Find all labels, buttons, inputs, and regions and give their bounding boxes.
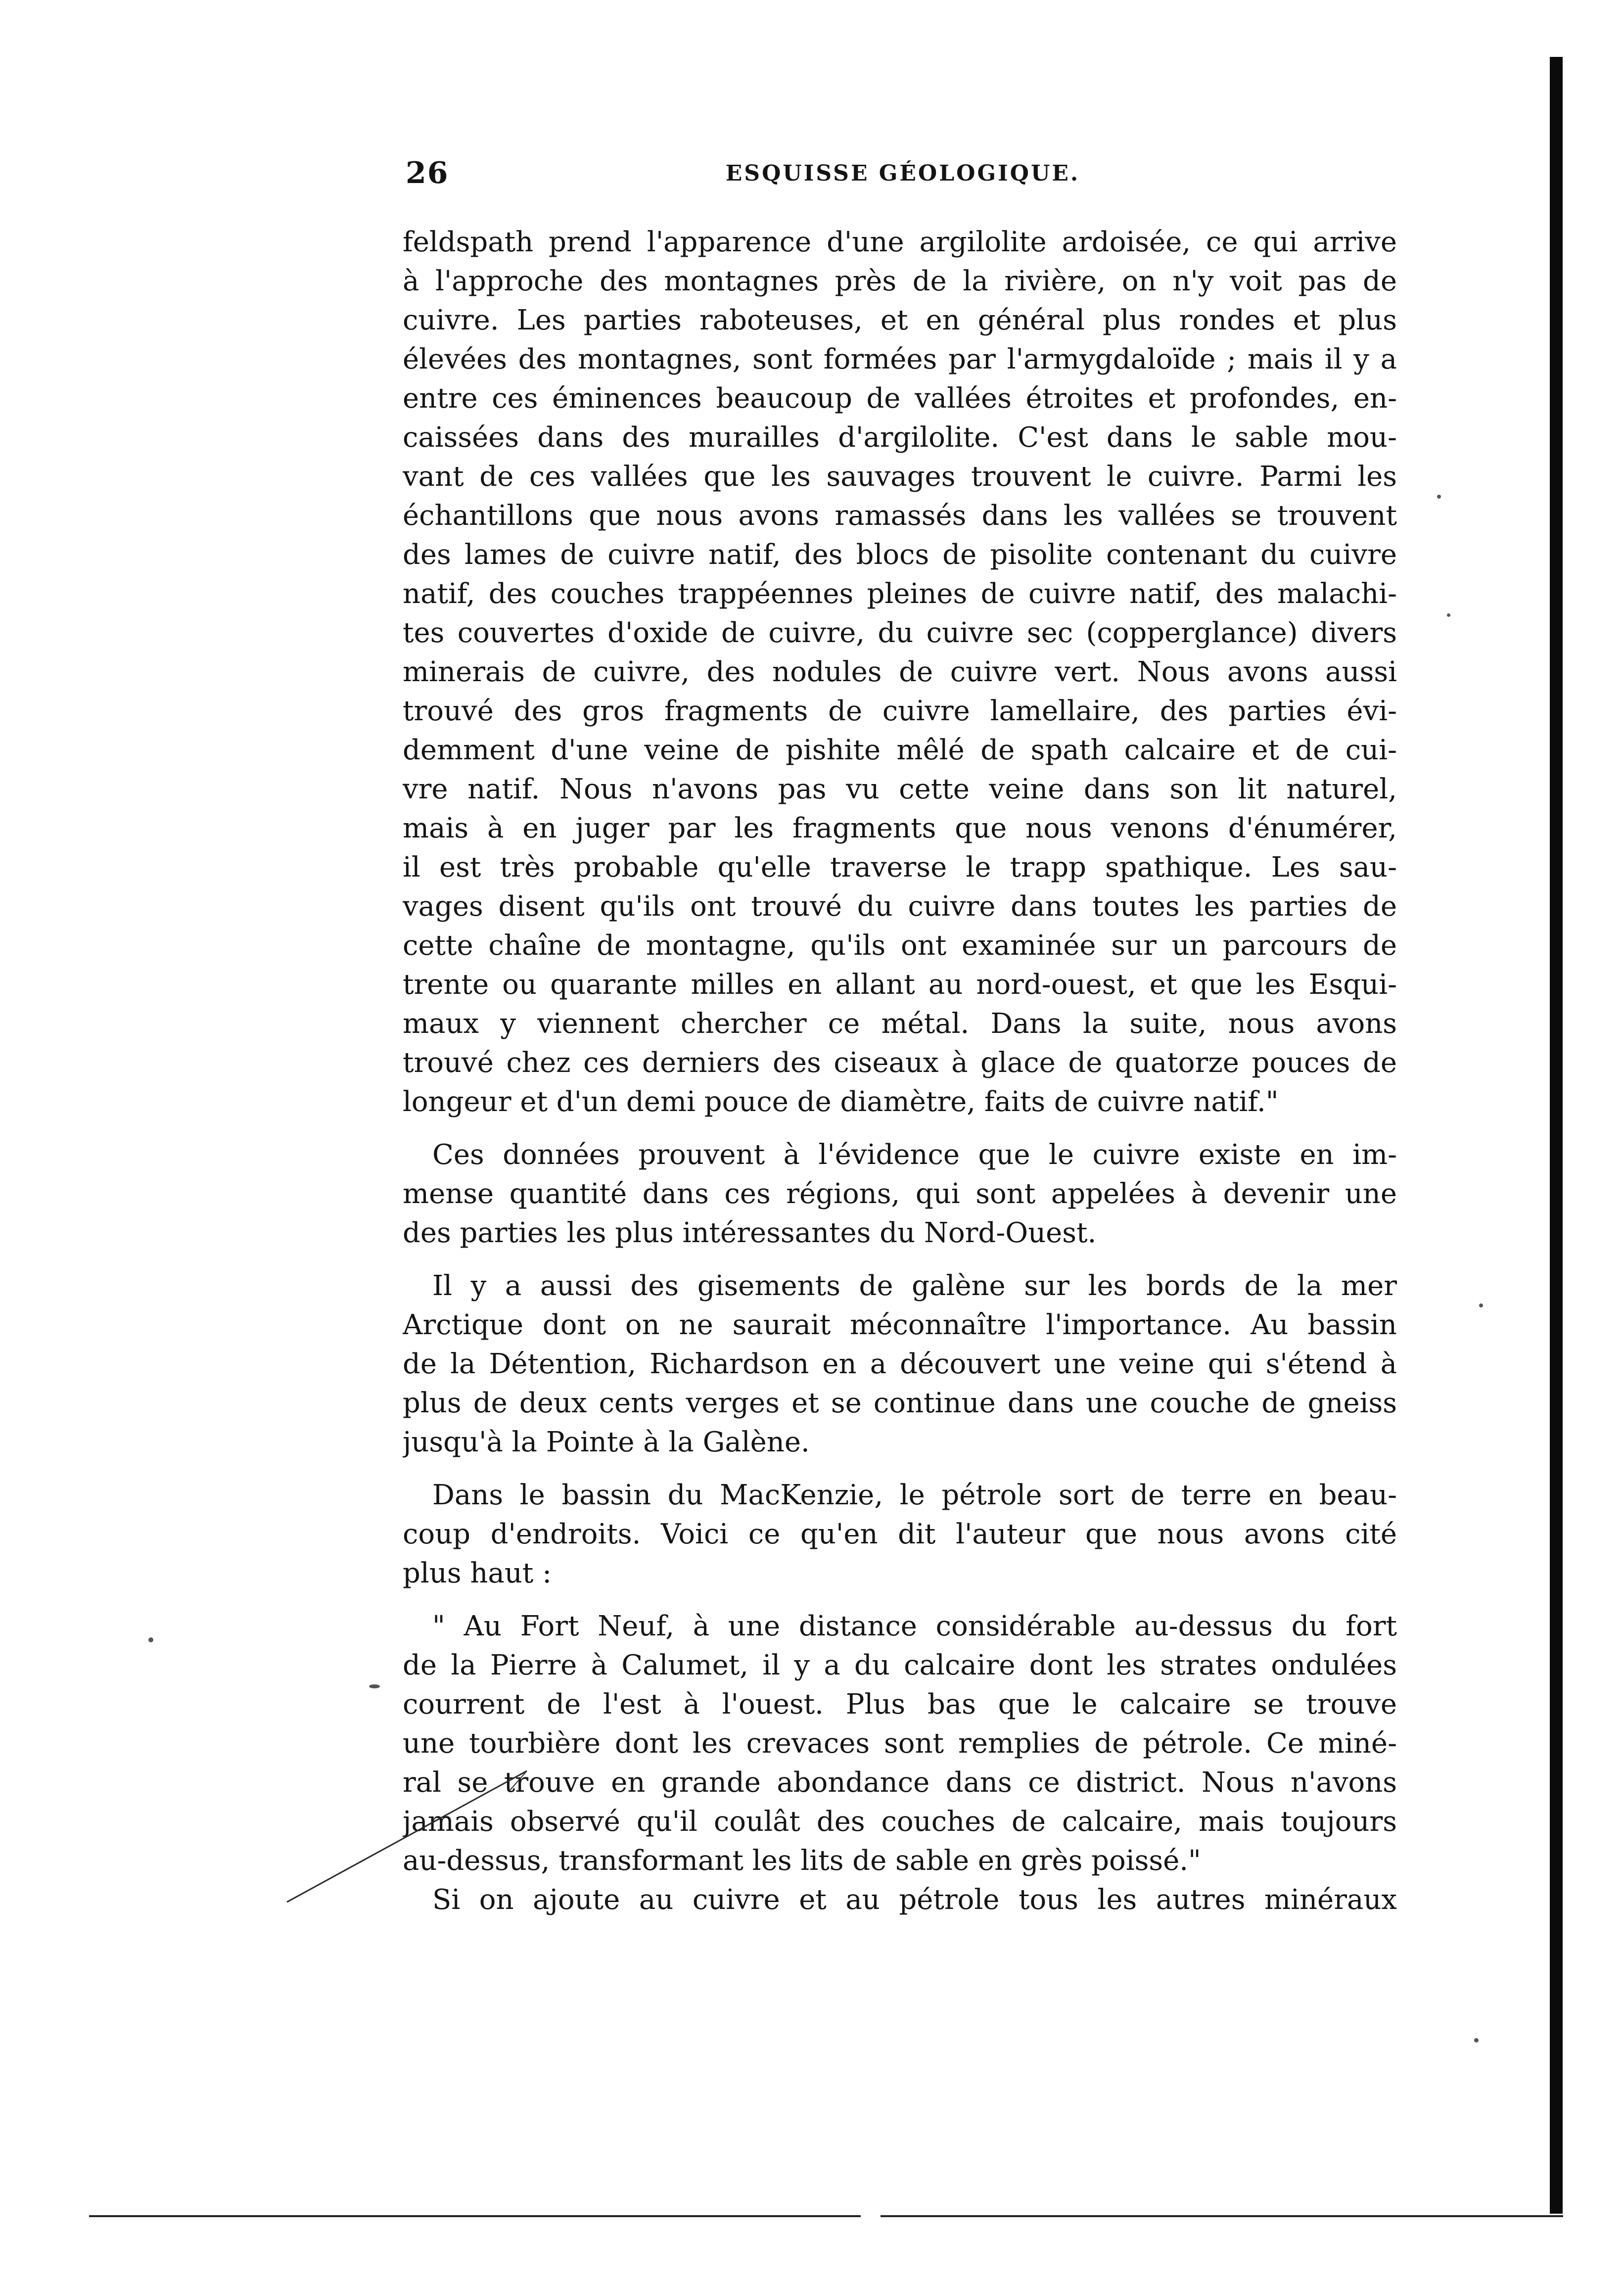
pen-stroke-mark [277,1761,534,1909]
scan-speck [1437,495,1441,499]
text-line: Dans le bassin du MacKenzie, le pétrole sort de terre en beau- [432,1479,1397,1511]
text-line: de la Pierre à Calumet, il y a du calcaire dont les strates ondulées [403,1649,1397,1681]
text-line: minerais de cuivre, des nodules de cuivre vert. Nous avons aussi [403,656,1397,688]
paragraph [403,1880,1397,1919]
text-line: ral se trouve en grande abondance dans ce district. Nous n'avons [403,1766,1397,1799]
text-line: entre ces éminences beaucoup de vallées étroites et profondes, en- [403,382,1397,415]
text-line: mense quantité dans ces régions, qui sont appelées à devenir une [403,1178,1397,1210]
text-line: longeur et d'un demi pouce de diamètre, faits de cuivre natif." [403,1086,1279,1118]
text-line: cette chaîne de montagne, qu'ils ont examinée sur un parcours de [403,929,1397,962]
text-line: natif, des couches trappéennes pleines de cuivre natif, des malachi- [403,578,1397,610]
text-line: plus haut : [403,1557,552,1589]
scan-speck [148,1637,153,1642]
text-line: vant de ces vallées que les sauvages trouvent le cuivre. Parmi les [403,461,1397,493]
scan-speck [1447,613,1450,617]
text-line: courrent de l'est à l'ouest. Plus bas que le calcaire se trouve [403,1688,1397,1720]
paragraph-gap [403,1121,1397,1135]
text-line: élevées des montagnes, sont formées par l'armygdaloïde ; mais il y a [403,343,1397,375]
text-line: cuivre. Les parties raboteuses, et en général plus rondes et plus [403,304,1397,336]
text-line: des lames de cuivre natif, des blocs de pisolite contenant du cuivre [403,539,1397,571]
text-line: feldspath prend l'apparence d'une argilolite ardoisée, ce qui arrive [403,226,1397,258]
scan-rule-segment [881,2215,1563,2217]
paragraph [403,1135,1397,1253]
text-line: jamais observé qu'il coulât des couches de calcaire, mais toujours [403,1806,1397,1838]
text-line: à l'approche des montagnes près de la rivière, on n'y voit pas de [403,265,1397,297]
page-header [406,156,1400,195]
binding-edge-bar [1550,57,1563,2214]
text-line: trente ou quarante milles en allant au nord-ouest, et que les Esqui- [403,969,1397,1001]
text-line: caissées dans des murailles d'argilolite. C'est dans le sable mou- [403,421,1397,454]
text-line: une tourbière dont les crevaces sont remplies de pétrole. Ce miné- [403,1727,1397,1760]
paragraph [403,1607,1397,1880]
paragraph [403,223,1397,1121]
text-line: vages disent qu'ils ont trouvé du cuivre dans toutes les parties de [403,890,1397,923]
text-line: de la Détention, Richardson en a découvert une veine qui s'étend à [403,1348,1397,1380]
text-line: vre natif. Nous n'avons pas vu cette veine dans son lit naturel, [403,773,1397,805]
paragraph [403,1476,1397,1593]
text-line: Il y a aussi des gisements de galène sur les bords de la mer [432,1270,1397,1302]
text-line: au-dessus, transformant les lits de sable en grès poissé." [403,1845,1201,1877]
text-line: Arctique dont on ne saurait méconnaître l'importance. Au bassin [403,1309,1397,1341]
scan-bottom-rule [89,2215,1573,2220]
text-line: échantillons que nous avons ramassés dans les vallées se trouvent [403,500,1397,532]
paragraph [403,1266,1397,1462]
page-number: 26 [406,156,449,190]
text-line: maux y viennent chercher ce métal. Dans la suite, nous avons [403,1008,1397,1040]
text-line: trouvé chez ces derniers des ciseaux à glace de quatorze pouces de [403,1047,1397,1079]
paragraph-gap [403,1593,1397,1607]
paragraph-gap [403,1253,1397,1266]
text-line: des parties les plus intéressantes du Nord-Ouest. [403,1217,1097,1249]
running-head: ESQUISSE GÉOLOGIQUE. [725,161,1080,186]
text-line: il est très probable qu'elle traverse le trapp spathique. Les sau- [403,851,1397,883]
text-line: plus de deux cents verges et se continue dans une couche de gneiss [403,1387,1397,1419]
scan-rule-segment [89,2215,861,2217]
text-line: " Au Fort Neuf, à une distance considérable au-dessus du fort [432,1610,1397,1642]
text-line: coup d'endroits. Voici ce qu'en dit l'auteur que nous avons cité [403,1518,1397,1550]
scan-speck [1479,1303,1483,1307]
text-line: tes couvertes d'oxide de cuivre, du cuivre sec (copperglance) divers [403,617,1397,649]
scan-speck [369,1684,380,1688]
text-line: demment d'une veine de pishite mêlé de spath calcaire et de cui- [403,734,1397,766]
body-text [403,223,1397,1919]
paragraph-gap [403,1462,1397,1476]
text-line: trouvé des gros fragments de cuivre lamellaire, des parties évi- [403,695,1397,727]
scan-speck [1474,2038,1479,2043]
text-line: Ces données prouvent à l'évidence que le cuivre existe en im- [432,1139,1397,1171]
text-line: jusqu'à la Pointe à la Galène. [403,1426,810,1458]
text-line: Si on ajoute au cuivre et au pétrole tous les autres minéraux [432,1884,1397,1916]
text-line: mais à en juger par les fragments que nous venons d'énumérer, [403,812,1397,844]
